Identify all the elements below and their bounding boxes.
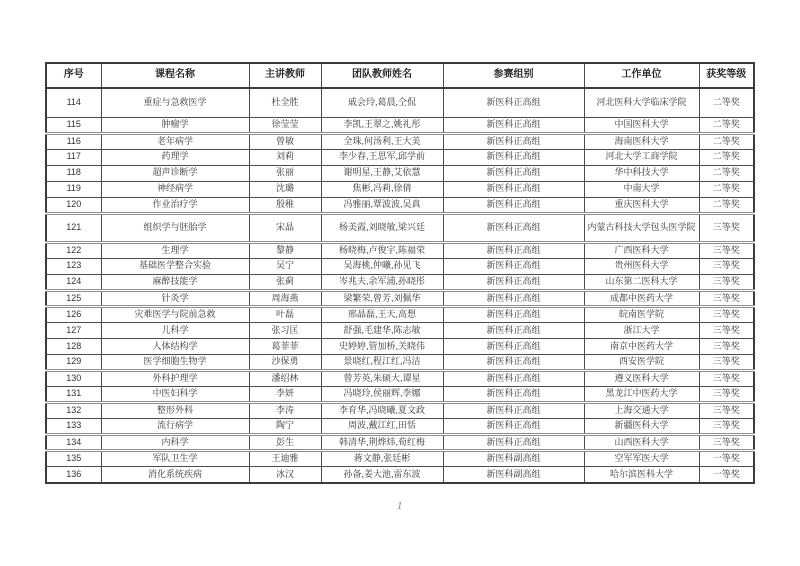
cell-teacher: 张习匡 [249, 322, 321, 338]
cell-award: 三等奖 [699, 402, 754, 418]
cell-no: 115 [46, 117, 101, 133]
cell-course: 儿科学 [101, 322, 249, 338]
cell-team: 梁繁荣,曾芳,刘佩华 [321, 290, 443, 306]
cell-unit: 内蒙古科技大学包头医学院 [584, 213, 699, 242]
table-row [46, 402, 754, 418]
cell-unit: 中国医科大学 [584, 117, 699, 133]
table-row [46, 165, 754, 181]
cell-group: 新医科正高组 [443, 149, 584, 165]
cell-award: 二等奖 [699, 88, 754, 117]
cell-course: 医学细胞生物学 [101, 354, 249, 370]
column-header-no: 序号 [46, 63, 101, 88]
cell-group: 新医科正高组 [443, 165, 584, 181]
table-row [46, 386, 754, 402]
cell-team: 冯雅丽,覃波波,吴真 [321, 197, 443, 213]
cell-award: 二等奖 [699, 117, 754, 133]
cell-team: 杨晓梅,卢俊宇,陈福荣 [321, 242, 443, 258]
cell-no: 131 [46, 386, 101, 402]
cell-group: 新医科正高组 [443, 88, 584, 117]
cell-course: 针灸学 [101, 290, 249, 306]
cell-teacher: 宋晶 [249, 213, 321, 242]
cell-team: 焦彬,冯莉,徐倩 [321, 181, 443, 197]
cell-team: 韩清华,荆烨炜,荀红梅 [321, 434, 443, 450]
cell-group: 新医科正高组 [443, 306, 584, 322]
cell-no: 126 [46, 306, 101, 322]
cell-unit: 空军军医大学 [584, 451, 699, 467]
cell-team: 李少春,王思军,邱学前 [321, 149, 443, 165]
cell-course: 消化系统疾病 [101, 467, 249, 483]
cell-course: 内科学 [101, 434, 249, 450]
cell-no: 128 [46, 338, 101, 354]
cell-team: 全珠,何汤利,王大美 [321, 133, 443, 149]
cell-award: 二等奖 [699, 149, 754, 165]
cell-group: 新医科正高组 [443, 322, 584, 338]
cell-no: 132 [46, 402, 101, 418]
cell-no: 135 [46, 451, 101, 467]
column-header-teacher: 主讲教师 [249, 63, 321, 88]
cell-teacher: 冰汉 [249, 467, 321, 483]
cell-team: 冯晓玲,侯丽辉,李娜 [321, 386, 443, 402]
cell-group: 新医科正高组 [443, 197, 584, 213]
cell-no: 125 [46, 290, 101, 306]
table-row [46, 274, 754, 290]
cell-teacher: 杜全胜 [249, 88, 321, 117]
cell-unit: 皖南医学院 [584, 306, 699, 322]
table-row [46, 370, 754, 386]
table-row [46, 467, 754, 483]
table-row [46, 306, 754, 322]
cell-no: 120 [46, 197, 101, 213]
award-results-table [45, 62, 755, 484]
cell-group: 新医科正高组 [443, 386, 584, 402]
cell-group: 新医科正高组 [443, 370, 584, 386]
cell-teacher: 李妍 [249, 386, 321, 402]
cell-award: 三等奖 [699, 290, 754, 306]
cell-unit: 重庆医科大学 [584, 197, 699, 213]
cell-no: 127 [46, 322, 101, 338]
table-row [46, 149, 754, 165]
table-row [46, 418, 754, 434]
cell-no: 130 [46, 370, 101, 386]
cell-group: 新医科正高组 [443, 338, 584, 354]
column-header-group: 参赛组别 [443, 63, 584, 88]
cell-group: 新医科副高组 [443, 451, 584, 467]
cell-award: 三等奖 [699, 370, 754, 386]
cell-team: 戚会玲,葛晨,仝侃 [321, 88, 443, 117]
cell-course: 外科护理学 [101, 370, 249, 386]
cell-course: 基础医学整合实验 [101, 258, 249, 274]
cell-award: 三等奖 [699, 213, 754, 242]
table-row [46, 88, 754, 117]
cell-unit: 浙江大学 [584, 322, 699, 338]
cell-team: 曾芳英,朱硕大,谭星 [321, 370, 443, 386]
table-row [46, 338, 754, 354]
cell-team: 李育华,冯晓曦,夏文政 [321, 402, 443, 418]
table-row [46, 290, 754, 306]
cell-award: 三等奖 [699, 338, 754, 354]
cell-no: 133 [46, 418, 101, 434]
column-header-award: 获奖等级 [699, 63, 754, 88]
cell-award: 三等奖 [699, 258, 754, 274]
cell-unit: 中南大学 [584, 181, 699, 197]
cell-no: 119 [46, 181, 101, 197]
cell-award: 二等奖 [699, 133, 754, 149]
cell-team: 谢明星,王静,艾依慧 [321, 165, 443, 181]
cell-teacher: 徐莹莹 [249, 117, 321, 133]
cell-award: 二等奖 [699, 197, 754, 213]
cell-unit: 遵义医科大学 [584, 370, 699, 386]
cell-award: 三等奖 [699, 386, 754, 402]
cell-team: 孙备,姜大池,雷东波 [321, 467, 443, 483]
cell-award: 二等奖 [699, 181, 754, 197]
cell-award: 三等奖 [699, 306, 754, 322]
cell-teacher: 刘莉 [249, 149, 321, 165]
cell-unit: 上海交通大学 [584, 402, 699, 418]
cell-course: 老年病学 [101, 133, 249, 149]
cell-team: 杨美霞,刘晓敏,梁兴廷 [321, 213, 443, 242]
cell-award: 三等奖 [699, 274, 754, 290]
cell-course: 肿瘤学 [101, 117, 249, 133]
table-header-row [46, 63, 754, 88]
cell-no: 124 [46, 274, 101, 290]
cell-teacher: 吴宁 [249, 258, 321, 274]
cell-unit: 河北大学工商学院 [584, 149, 699, 165]
cell-no: 122 [46, 242, 101, 258]
cell-teacher: 张丽 [249, 165, 321, 181]
cell-teacher: 葛菲菲 [249, 338, 321, 354]
cell-teacher: 陶宁 [249, 418, 321, 434]
cell-group: 新医科正高组 [443, 402, 584, 418]
column-header-unit: 工作单位 [584, 63, 699, 88]
cell-unit: 海南医科大学 [584, 133, 699, 149]
cell-course: 整形外科 [101, 402, 249, 418]
cell-unit: 贵州医科大学 [584, 258, 699, 274]
cell-unit: 哈尔滨医科大学 [584, 467, 699, 483]
cell-teacher: 周海燕 [249, 290, 321, 306]
cell-team: 景晓红,程江红,冯洁 [321, 354, 443, 370]
cell-unit: 新疆医科大学 [584, 418, 699, 434]
cell-team: 吴海桃,仲曦,孙见飞 [321, 258, 443, 274]
cell-course: 神经病学 [101, 181, 249, 197]
cell-unit: 广西医科大学 [584, 242, 699, 258]
cell-no: 116 [46, 133, 101, 149]
cell-team: 周波,戴江红,田恬 [321, 418, 443, 434]
cell-course: 超声诊断学 [101, 165, 249, 181]
cell-award: 二等奖 [699, 165, 754, 181]
cell-unit: 山东第二医科大学 [584, 274, 699, 290]
cell-team: 史婷婷,管加桥,关晓伟 [321, 338, 443, 354]
cell-course: 生理学 [101, 242, 249, 258]
cell-group: 新医科正高组 [443, 418, 584, 434]
table-row [46, 133, 754, 149]
table-row [46, 181, 754, 197]
cell-award: 一等奖 [699, 451, 754, 467]
cell-award: 三等奖 [699, 322, 754, 338]
cell-team: 蒋文静,张廷彬 [321, 451, 443, 467]
cell-group: 新医科正高组 [443, 258, 584, 274]
table-row [46, 242, 754, 258]
column-header-course: 课程名称 [101, 63, 249, 88]
table-row [46, 434, 754, 450]
cell-award: 三等奖 [699, 418, 754, 434]
table-row [46, 354, 754, 370]
cell-course: 麻醉技能学 [101, 274, 249, 290]
cell-teacher: 黎静 [249, 242, 321, 258]
cell-course: 组织学与胚胎学 [101, 213, 249, 242]
cell-course: 作业治疗学 [101, 197, 249, 213]
cell-award: 三等奖 [699, 354, 754, 370]
cell-award: 三等奖 [699, 434, 754, 450]
cell-no: 136 [46, 467, 101, 483]
cell-course: 军队卫生学 [101, 451, 249, 467]
table-body [46, 88, 754, 483]
cell-no: 117 [46, 149, 101, 165]
cell-no: 129 [46, 354, 101, 370]
page-number: 1 [397, 502, 403, 512]
cell-no: 123 [46, 258, 101, 274]
cell-teacher: 潘绍林 [249, 370, 321, 386]
table-row [46, 258, 754, 274]
cell-award: 一等奖 [699, 467, 754, 483]
cell-group: 新医科正高组 [443, 181, 584, 197]
cell-no: 114 [46, 88, 101, 117]
cell-group: 新医科副高组 [443, 467, 584, 483]
table-row [46, 197, 754, 213]
cell-unit: 西安医学院 [584, 354, 699, 370]
cell-no: 121 [46, 213, 101, 242]
cell-team: 舒强,毛建华,陈志敏 [321, 322, 443, 338]
cell-no: 134 [46, 434, 101, 450]
cell-unit: 河北医科大学临床学院 [584, 88, 699, 117]
cell-course: 灾难医学与院前急救 [101, 306, 249, 322]
cell-group: 新医科正高组 [443, 242, 584, 258]
cell-no: 118 [46, 165, 101, 181]
cell-course: 重症与急救医学 [101, 88, 249, 117]
cell-team: 李凯,王翠之,姚礼彤 [321, 117, 443, 133]
cell-teacher: 殷稚 [249, 197, 321, 213]
cell-teacher: 沙保勇 [249, 354, 321, 370]
cell-group: 新医科正高组 [443, 213, 584, 242]
cell-teacher: 叶磊 [249, 306, 321, 322]
cell-course: 人体结构学 [101, 338, 249, 354]
cell-unit: 华中科技大学 [584, 165, 699, 181]
cell-unit: 黑龙江中医药大学 [584, 386, 699, 402]
column-header-team: 团队教师姓名 [321, 63, 443, 88]
cell-group: 新医科正高组 [443, 354, 584, 370]
cell-unit: 南京中医药大学 [584, 338, 699, 354]
cell-unit: 山西医科大学 [584, 434, 699, 450]
table-row [46, 213, 754, 242]
cell-teacher: 曾敏 [249, 133, 321, 149]
cell-award: 三等奖 [699, 242, 754, 258]
cell-teacher: 王迪雅 [249, 451, 321, 467]
cell-group: 新医科正高组 [443, 117, 584, 133]
cell-group: 新医科正高组 [443, 434, 584, 450]
table-row [46, 451, 754, 467]
cell-teacher: 沈璐 [249, 181, 321, 197]
cell-teacher: 彭生 [249, 434, 321, 450]
cell-unit: 成都中医药大学 [584, 290, 699, 306]
cell-course: 中医妇科学 [101, 386, 249, 402]
cell-group: 新医科正高组 [443, 274, 584, 290]
cell-group: 新医科正高组 [443, 290, 584, 306]
cell-team: 岑兆夫,余军浦,孙晓彤 [321, 274, 443, 290]
cell-teacher: 李涛 [249, 402, 321, 418]
cell-course: 药理学 [101, 149, 249, 165]
cell-team: 邢晶磊,王天,高想 [321, 306, 443, 322]
table-row [46, 322, 754, 338]
cell-group: 新医科正高组 [443, 133, 584, 149]
table-row [46, 117, 754, 133]
cell-course: 流行病学 [101, 418, 249, 434]
cell-teacher: 张蓟 [249, 274, 321, 290]
